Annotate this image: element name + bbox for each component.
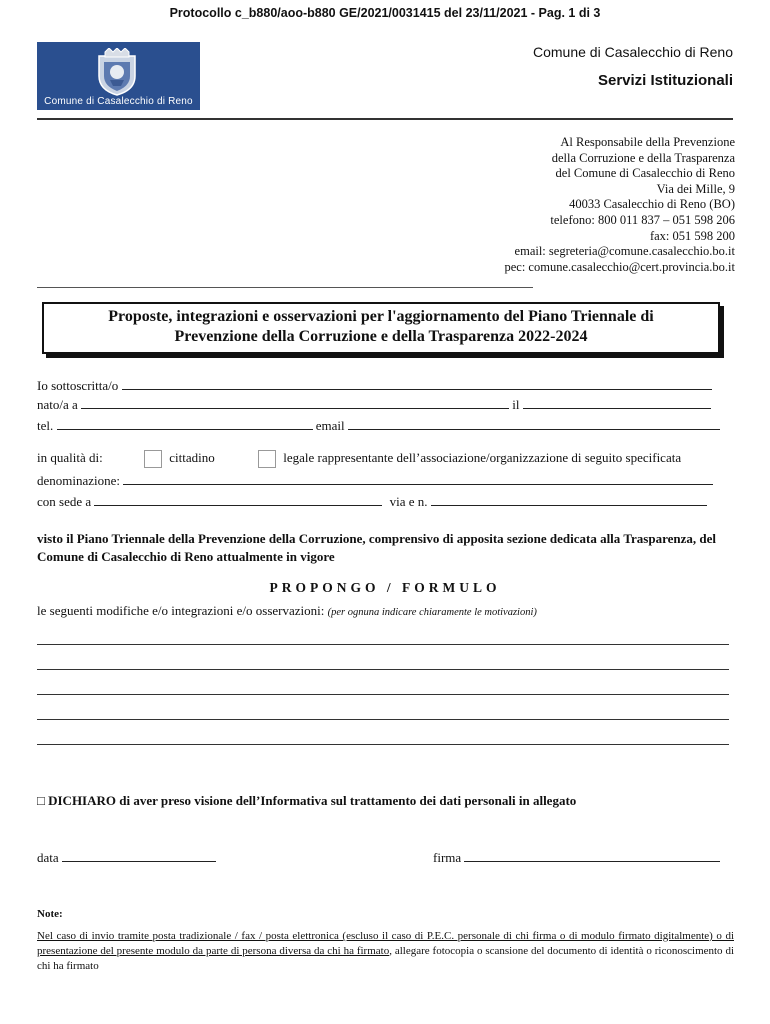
- address-line: della Corruzione e della Trasparenza: [551, 150, 735, 165]
- seguenti-note: (per ognuna indicare chiaramente le motivazioni): [327, 607, 537, 618]
- row-qualita: [37, 450, 733, 468]
- protocol-header: Protocollo c_b880/aoo-b880 GE/2021/0031415 del 23/11/2021 - Pag. 1 di 3: [169, 6, 601, 20]
- name-field[interactable]: [122, 378, 712, 390]
- note-underlined: Nel caso di invio tramite posta tradizionale / fax / posta elettronica (escluso il caso di P.E.C. personale di chi firma o di modulo firmato digitalmente) o di presentazione del presente modulo da parte di persona diversa da chi ha firmato: [37, 930, 734, 957]
- visto-paragraph: visto il Piano Triennale della Prevenzione della Corruzione, comprensivo di apposita sezione dedicata alla Trasparenza, del Comune di Casalecchio di Reno attualmente in vigore: [37, 531, 716, 564]
- comune-name: Comune di Casalecchio di Reno: [533, 44, 733, 60]
- date-field[interactable]: [62, 850, 216, 862]
- row-firma: [433, 850, 720, 866]
- address-email: email: segreteria@comune.casalecchio.bo.it: [514, 244, 735, 259]
- seguenti-label: [37, 603, 537, 619]
- address-line: fax: 051 598 200: [649, 228, 735, 243]
- row-data: [37, 850, 216, 866]
- department-name: Servizi Istituzionali: [597, 72, 733, 89]
- label-il: il: [512, 397, 520, 412]
- label-firma: firma: [433, 850, 462, 865]
- observation-line[interactable]: [37, 669, 729, 670]
- label-via: via e n.: [389, 494, 428, 509]
- label-denominazione: denominazione:: [37, 473, 121, 488]
- via-field[interactable]: [431, 494, 707, 506]
- label-email: email: [315, 418, 345, 433]
- birthdate-field[interactable]: [523, 397, 711, 409]
- label-tel: tel.: [37, 418, 54, 433]
- note-rest: , allegare fotocopia o scansione del documento di identità o riconoscimento di chi ha firmato: [37, 945, 734, 972]
- legale-checkbox[interactable]: [258, 450, 276, 468]
- signature-field[interactable]: [464, 850, 720, 862]
- dichiaro-statement[interactable]: □ DICHIARO di aver preso visione dell’Informativa sul trattamento dei dati personali in allegato: [37, 793, 577, 808]
- header-divider: [37, 118, 733, 120]
- row-nato: [37, 397, 733, 413]
- title-line-1: Proposte, integrazioni e osservazioni per l'aggiornamento del Piano Triennale di: [108, 308, 654, 325]
- title-line-2: Prevenzione della Corruzione e della Trasparenza 2022-2024: [174, 328, 588, 345]
- logo-caption: Comune di Casalecchio di Reno: [44, 96, 193, 107]
- sede-field[interactable]: [94, 494, 382, 506]
- observation-line[interactable]: [37, 694, 729, 695]
- address-line: Via dei Mille, 9: [656, 181, 735, 196]
- phone-field[interactable]: [57, 418, 313, 430]
- row-sottoscritto: [37, 378, 733, 394]
- label-sede: con sede a: [37, 494, 92, 509]
- label-cittadino: cittadino: [169, 450, 215, 465]
- row-sede: [37, 494, 733, 510]
- propongo-heading: PROPONGO / FORMULO: [269, 580, 501, 595]
- note-text: [37, 929, 734, 974]
- label-qualita: in qualità di:: [37, 450, 103, 465]
- row-tel: [37, 418, 733, 434]
- address-line: Al Responsabile della Prevenzione: [560, 135, 735, 149]
- label-data: data: [37, 850, 59, 865]
- denominazione-field[interactable]: [123, 473, 713, 485]
- observation-line[interactable]: [37, 719, 729, 720]
- seguenti-text: le seguenti modifiche e/o integrazioni e/o osservazioni:: [37, 603, 325, 618]
- label-legale: legale rappresentante dell’associazione/organizzazione di seguito specificata: [283, 450, 682, 465]
- comune-logo: [37, 42, 200, 110]
- recipient-address: [504, 135, 735, 275]
- observation-line[interactable]: [37, 744, 729, 745]
- address-pec: pec: comune.casalecchio@cert.provincia.bo.it: [504, 259, 735, 274]
- birthplace-field[interactable]: [81, 397, 509, 409]
- document-title: [42, 302, 720, 354]
- observation-line[interactable]: [37, 644, 729, 645]
- label-sottoscritto: Io sottoscritta/o: [37, 378, 119, 393]
- row-denominazione: [37, 473, 733, 489]
- crest-icon: [95, 48, 139, 96]
- email-field[interactable]: [348, 418, 720, 430]
- address-line: telefono: 800 011 837 – 051 598 206: [550, 212, 735, 227]
- address-line: del Comune di Casalecchio di Reno: [555, 166, 735, 181]
- label-nato: nato/a a: [37, 397, 78, 412]
- cittadino-checkbox[interactable]: [144, 450, 162, 468]
- note-title: Note:: [37, 908, 63, 920]
- address-divider: [37, 287, 533, 288]
- address-line: 40033 Casalecchio di Reno (BO): [569, 197, 735, 212]
